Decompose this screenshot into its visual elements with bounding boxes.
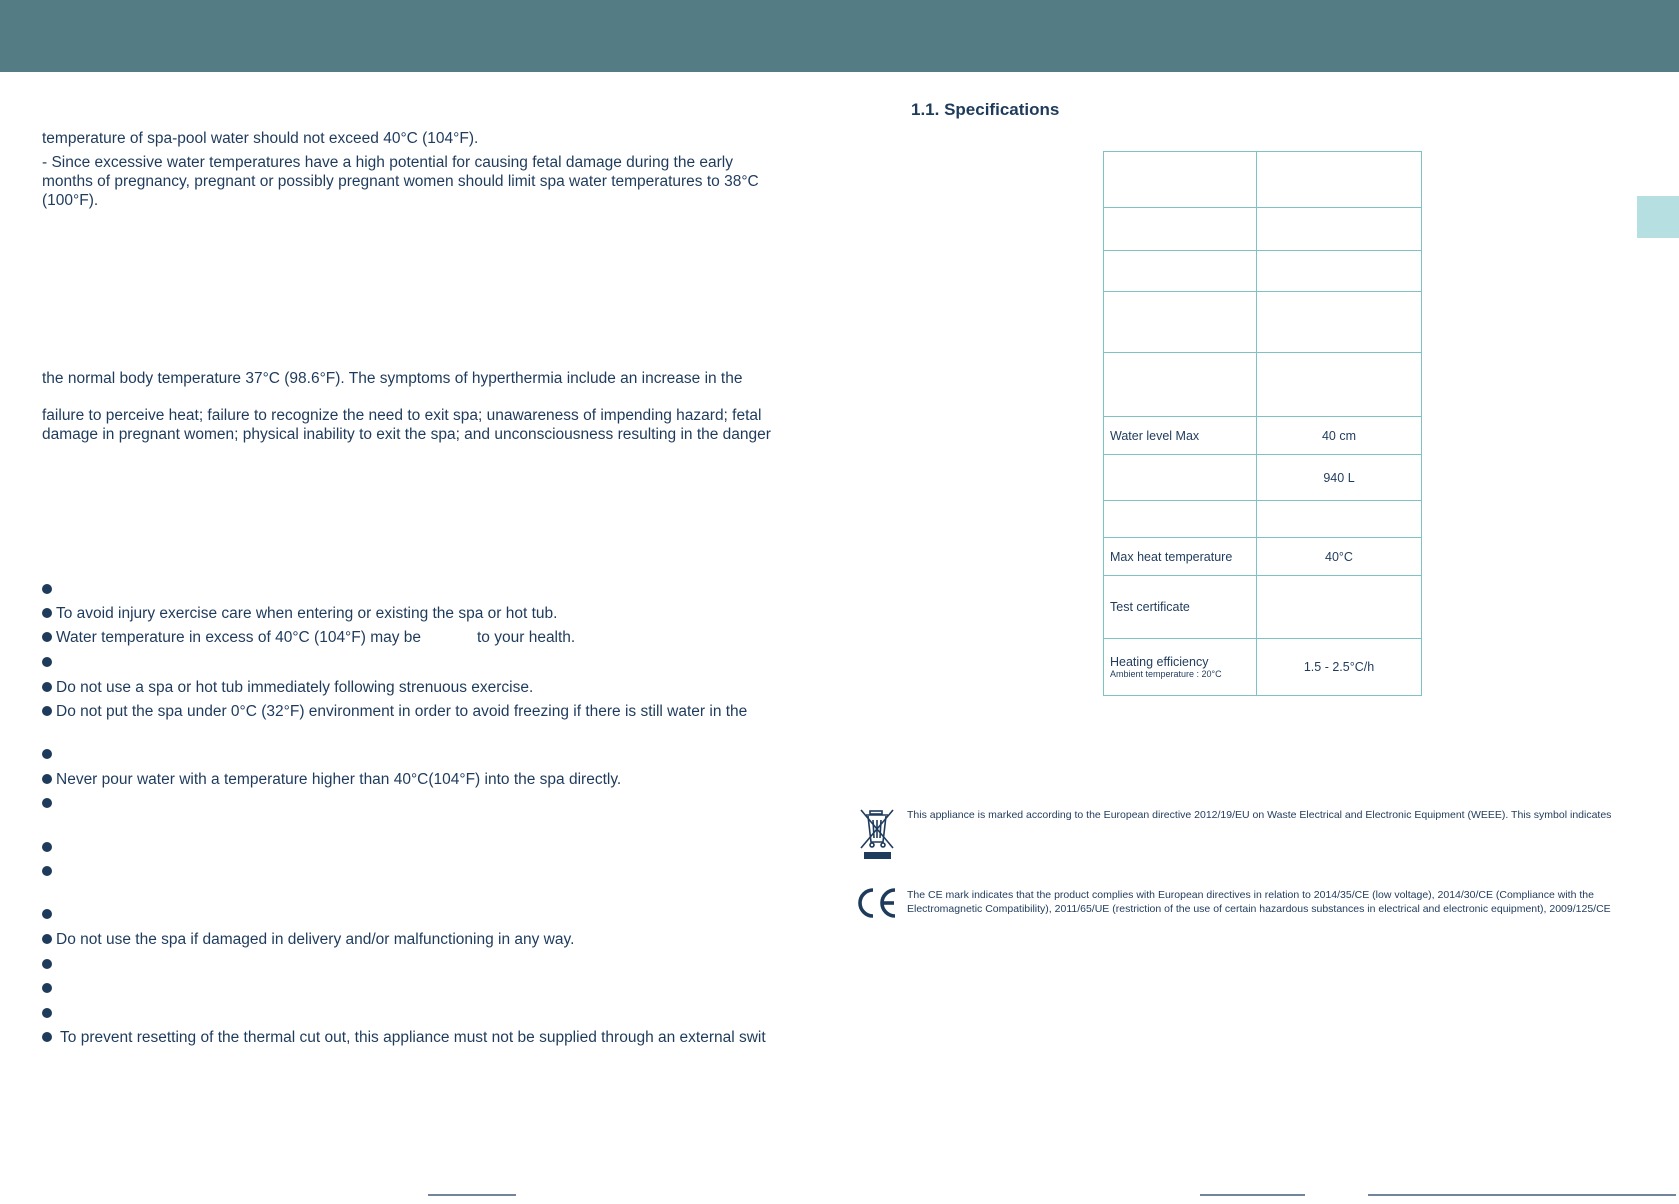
bullet-item [42,745,56,764]
bullet-dot-icon [42,632,52,642]
bullet-dot-icon [42,584,52,594]
bullet-item [42,653,56,672]
bullet-dot-icon [42,608,52,618]
bullet-dot-icon [42,1008,52,1018]
spec-label [1104,208,1257,251]
bullet-item [42,604,557,623]
spec-value [1257,292,1422,353]
table-row [1104,152,1422,208]
bullet-item [42,580,56,599]
table-row [1104,353,1422,417]
bullet-dot-icon [42,934,52,944]
spec-label [1104,455,1257,501]
table-row [1104,639,1422,696]
para2-line: failure to perceive heat; failure to recognize the need to exit spa; unawareness of impending hazard; fetal [42,407,762,424]
bullet-text: Do not use a spa or hot tub immediately following strenuous exercise. [56,679,534,696]
table-row [1104,538,1422,576]
bullet-item [42,862,56,881]
para1-line: temperature of spa-pool water should not exceed 40°C (104°F). [42,130,479,147]
bullet-dot-icon [42,774,52,784]
spec-label [1104,292,1257,353]
bullet-item [42,1028,766,1047]
spec-value [1257,353,1422,417]
bullet-item [42,770,621,789]
spec-value: 40°C [1257,538,1422,576]
table-row [1104,251,1422,292]
bullet-text: To prevent resetting of the thermal cut out, this appliance must not be supplied through an external swit [56,1029,766,1046]
spec-label [1104,501,1257,538]
bullet-text: Do not use the spa if damaged in delivery and/or malfunctioning in any way. [56,931,575,948]
table-row [1104,501,1422,538]
spec-label [1104,152,1257,208]
spec-value: 940 L [1257,455,1422,501]
cropped-footer-strip [0,1186,1679,1192]
spec-label: Water level Max [1104,417,1257,455]
bullet-item [42,838,56,857]
bullet-item [42,628,575,647]
table-row [1104,417,1422,455]
crossed-out-wheelie-bin-icon [857,806,897,860]
table-row [1104,576,1422,639]
table-row [1104,455,1422,501]
bullet-dot-icon [42,1032,52,1042]
bullet-dot-icon [42,842,52,852]
bullet-dot-icon [42,706,52,716]
bullet-dot-icon [42,909,52,919]
bullet-dot-icon [42,866,52,876]
bullet-item [42,930,574,949]
spec-label [1104,353,1257,417]
specifications-table [1103,151,1422,696]
spec-value: 40 cm [1257,417,1422,455]
table-row [1104,208,1422,251]
spec-label: Heating efficiency Ambient temperature : 20°C [1104,639,1257,696]
bullet-item [42,702,747,721]
bullet-item [42,794,56,813]
bullet-dot-icon [42,983,52,993]
para1-line: months of pregnancy, pregnant or possibly pregnant women should limit spa water temperatures to 38°C [42,173,759,190]
bullet-item [42,955,56,974]
spec-label [1104,251,1257,292]
bullet-dot-icon [42,657,52,667]
bullet-item [42,678,533,697]
spec-value [1257,152,1422,208]
header-band [0,0,1679,72]
spec-value [1257,501,1422,538]
section-tab-marker [1637,196,1679,238]
ce-notice-line: The CE mark indicates that the product complies with European directives in relation to 2014/35/CE (low voltage), 2014/30/CE (Compliance with the [907,889,1594,901]
spec-value: 1.5 - 2.5°C/h [1257,639,1422,696]
spec-value [1257,208,1422,251]
bullet-dot-icon [42,959,52,969]
bullet-text: Do not put the spa under 0°C (32°F) environment in order to avoid freezing if there is still water in the [56,703,748,720]
para1-line: (100°F). [42,192,99,209]
ce-mark-icon [855,886,899,920]
bullet-item [42,905,56,924]
table-row [1104,292,1422,353]
bullet-dot-icon [42,682,52,692]
spec-value [1257,576,1422,639]
bullet-dot-icon [42,749,52,759]
ce-notice-line: Electromagnetic Compatibility), 2011/65/UE (restriction of the use of certain hazardous substances in electrical and electronic equipment), 2009/125/CE [907,903,1611,915]
para2-line: the normal body temperature 37°C (98.6°F). The symptoms of hyperthermia include an increase in the [42,370,743,387]
bullet-item [42,979,56,998]
para1-line: - Since excessive water temperatures have a high potential for causing fetal damage during the early [42,154,733,171]
bullet-text: To avoid injury exercise care when entering or existing the spa or hot tub. [56,605,558,622]
spec-label: Test certificate [1104,576,1257,639]
bullet-item [42,1004,56,1023]
bullet-dot-icon [42,798,52,808]
bullet-text: Water temperature in excess of 40°C (104°F) may be to your health. [56,629,576,646]
bullet-text: Never pour water with a temperature higher than 40°C(104°F) into the spa directly. [56,771,622,788]
weee-notice: This appliance is marked according to the European directive 2012/19/EU on Waste Electrical and Electronic Equipment (WEEE). This symbol indicates [907,809,1612,821]
specifications-title: 1.1. Specifications [911,100,1060,119]
spec-label: Max heat temperature [1104,538,1257,576]
para2-line: damage in pregnant women; physical inability to exit the spa; and unconsciousness resulting in the danger [42,426,771,443]
spec-value [1257,251,1422,292]
